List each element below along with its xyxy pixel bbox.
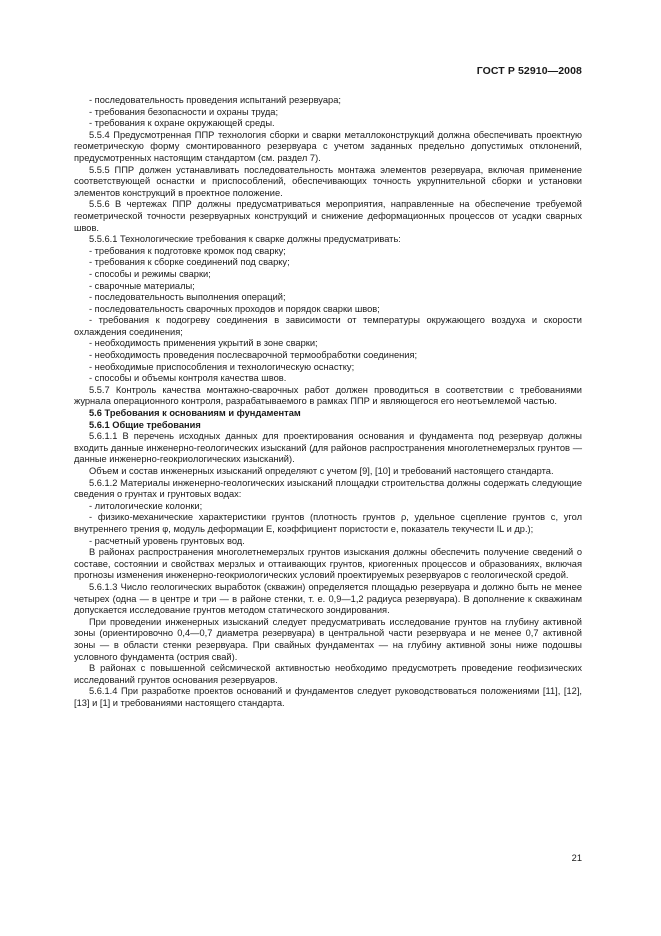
list-item: - необходимость применения укрытий в зоне сварки; (89, 338, 318, 349)
list-item: - необходимость проведения послесварочной термообработки соединения; (89, 350, 418, 361)
paragraph-5-6-1-2: 5.6.1.2 Материалы инженерно-геологических изысканий площадки строительства должны содержать следующие сведения о грунтах и грунтовых водах: (74, 477, 582, 500)
page-number: 21 (571, 853, 582, 863)
paragraph-5-5-7: 5.5.7 Контроль качества монтажно-сварочных работ должен проводиться в соответствии с требованиями журнала операционного контроля, разрабатываемого в рамках ППР и являющегося его неотъемлемой частью. (74, 384, 582, 407)
list-item: - литологические колонки; (89, 500, 203, 511)
document-standard-id: ГОСТ Р 52910—2008 (476, 65, 582, 77)
paragraph-5-6-1-4: 5.6.1.4 При разработке проектов оснований и фундаментов следует руководствоваться положениями [11], [12], [13] и [1] и требованиями настоящего стандарта. (74, 686, 582, 708)
list-item: - требования к сборке соединений под сварку; (89, 257, 290, 268)
section-heading-5-6-1: 5.6.1 Общие требования (89, 419, 201, 430)
list-item: - расчетный уровень грунтовых вод. (89, 535, 245, 546)
list-item: - сварочные материалы; (89, 280, 195, 291)
paragraph-5-6-1-3: 5.6.1.3 Число геологических выработок (скважин) определяется площадью резервуара и должно быть не менее четырех (одна — в центре и три — в районе стенки, т. е. 0,9—1,2 радиуса резервуара). В дополнение к скважинам допускается исследование грунтов методом статического зондирования. (74, 581, 582, 616)
paragraph: Объем и состав инженерных изысканий определяют с учетом [9], [10] и требований настоящего стандарта. (89, 466, 554, 476)
list-item: - способы и режимы сварки; (89, 268, 211, 279)
list-item: - последовательность проведения испытаний резервуара; (89, 95, 341, 105)
paragraph-5-5-6: 5.5.6 В чертежах ППР должны предусматриваться мероприятия, направленные на обеспечение требуемой геометрической точности резервуарных конструкций и снижение деформационных процессов от усадки сварных швов. (74, 199, 582, 233)
list-item: - требования к подогреву соединения в зависимости от температуры окружающего воздуха и скорости охлаждения соединения; (74, 315, 582, 337)
paragraph-5-6-1-1: 5.6.1.1 В перечень исходных данных для проектирования основания и фундамента под резервуар должны входить данные инженерно-геологических изысканий (для районов распространения многолетнемерзлых грунтов — данные инженерно-геокриологических изысканий). (74, 431, 582, 465)
list-item: - необходимые приспособления и технологическую оснастку; (89, 361, 355, 372)
paragraph: При проведении инженерных изысканий следует предусматривать исследование грунтов на глубину активной зоны (ориентировочно 0,4—0,7 диаметра резервуара) в центральной части резервуара и не менее 0,7 активной зоны — в области стенки резервуара. При свайных фундаментах — на глубину активной зоны ниже подошвы условного фундамента (острия свай). (74, 616, 582, 662)
paragraph: В районах распространения многолетнемерзлых грунтов изыскания должны обеспечить получение сведений о составе, состоянии и свойствах мерзлых и оттаивающих грунтов, криогенных процессов и образованиях, включая прогнозы изменения инженерно-геокриологических условий проектируемых резервуаров с геологической средой. (74, 547, 582, 581)
section-heading-5-6: 5.6 Требования к основаниям и фундаментам (89, 408, 301, 419)
paragraph-5-5-4: 5.5.4 Предусмотренная ППР технология сборки и сварки металлоконструкций должна обеспечивать проектную геометрическую форму смонтированного резервуара с учетом заданных предельно допустимых отклонений, предусмотренных настоящим стандартом (см. раздел 7). (74, 129, 582, 163)
paragraph: В районах с повышенной сейсмической активностью необходимо предусмотреть проведение геофизических исследований грунтов основания резервуаров. (74, 663, 582, 685)
list-item: - последовательность сварочных проходов и порядок сварки швов; (89, 303, 380, 314)
list-item: - последовательность выполнения операций; (89, 292, 286, 303)
list-item: - требования безопасности и охраны труда; (89, 106, 279, 117)
list-item: - требования к охране окружающей среды. (89, 118, 275, 129)
list-item: - физико-механические характеристики грунтов (плотность грунтов ρ, удельное сцепление грунтов c, угол внутреннего трения φ, модуль деформации E, коэффициент пористости e, показатель текучести IL и др.); (74, 512, 582, 534)
list-item: - способы и объемы контроля качества швов. (89, 373, 287, 384)
list-item: - требования к подготовке кромок под сварку; (89, 245, 286, 256)
document-body (74, 95, 582, 709)
paragraph-5-5-6-1: 5.5.6.1 Технологические требования к сварке должны предусматривать: (89, 234, 401, 245)
paragraph-5-5-5: 5.5.5 ППР должен устанавливать последовательность монтажа элементов резервуара, включая применение соответствующей оснастки и приспособлений, обеспечивающих точность укрупнительной сборки и установки элементов конструкций в проектное положение. (74, 164, 582, 198)
